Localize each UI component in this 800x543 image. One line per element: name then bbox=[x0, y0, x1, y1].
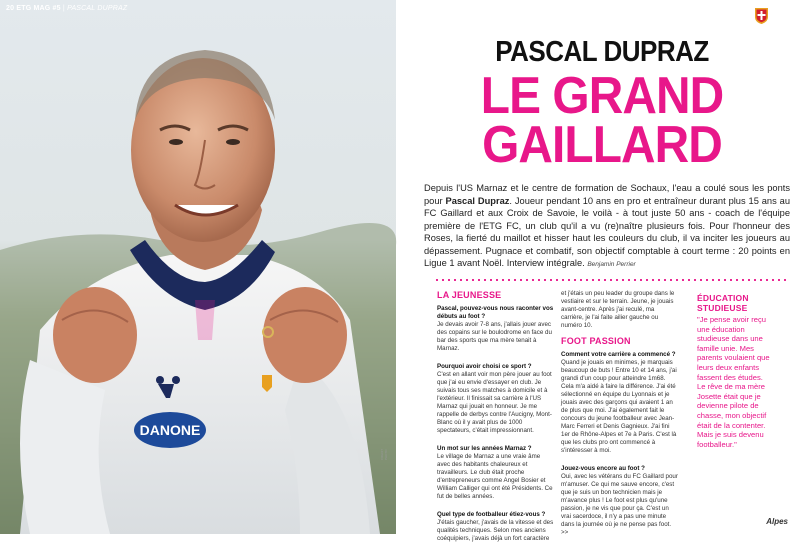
answer: Je devais avoir 7-8 ans, j'allais jouer avec des copains sur le boulodrome en face du bar des sports que ma mère tenait à Marnaz. bbox=[437, 321, 552, 352]
portrait-photo bbox=[0, 0, 396, 534]
answer: C'est en allant voir mon père jouer au foot que j'ai eu envie d'essayer en club. Je suivais tous ses matches à domicile et à l'extérieur. Il finissait sa carrière à l'US Marnaz qui jouait en honneur. Je me rappelle de derbys contre l'Aucigny, Mont-Blanc où il y avait plus de 1000 spectateurs, c'était impressionnant. bbox=[437, 371, 552, 434]
club-crest-icon bbox=[755, 8, 768, 24]
sidebar-title: ÉDUCATION STUDIEUSE bbox=[697, 293, 749, 313]
article-name: PASCAL DUPRAZ bbox=[495, 34, 709, 68]
question: Comment votre carrière a commencé ? bbox=[561, 351, 676, 358]
continue-arrow: >> bbox=[561, 529, 569, 536]
question: Un mot sur les années Marnaz ? bbox=[437, 445, 532, 452]
question: Pourquoi avoir choisi ce sport ? bbox=[437, 363, 532, 370]
headline-line-2: GAILLARD bbox=[482, 116, 722, 174]
dotted-divider bbox=[434, 278, 789, 282]
answer: Quand je jouais en minimes, je marquais beaucoup de buts ! Entre 10 et 14 ans, j'ai grandi d'un coup pour atteindre 1m68. Cela m'a aidé à faire la différence. J'ai été sélectionné en équipe du Lyonnais et je jouais avec des garçons qui avaient 1 an de plus que moi. J'ai également fait le concours du jeune footballeur avec Jean-Marc Ferreri et Denis Gagnieux. J'ai fini 1er de Rhône-Alpes et 7e à Paris. C'est là que les clubs pro ont commencé à s'intéresser à moi. bbox=[561, 359, 677, 454]
intro-paragraph: Depuis l'US Marnaz et le centre de formation de Sochaux, l'eau a coulé sous les ponts pour Pascal Dupraz. Joueur pendant 10 ans en pro et entraîneur durant plus 15 ans au FC Gaillard et aux Croix de Savoie, le voilà - à tout juste 50 ans - coach de l'équipe première de l'ETG FC, un club qu'il a vu (re)naître plusieurs fois. Pour l'honneur des Roses, la fierté du maillot et hisser haut les couleurs du club, il va inciter les joueurs au dépassement. Pugnace et combatif, son objectif comptable à court terme : 20 points en Ligue 1 avant Noël. Interview intégrale. Benjamin Perrier bbox=[424, 183, 790, 268]
column-2 bbox=[561, 290, 678, 537]
page-folio: 20 ETG MAG #5 | PASCAL DUPRAZ bbox=[6, 5, 128, 12]
right-page-article bbox=[404, 0, 800, 542]
question: Pascal, pouvez-vous nous raconter vos débuts au foot ? bbox=[437, 305, 554, 320]
answer: Le village de Marnaz a une vraie âme avec des habitants chaleureux et travailleurs. Le club était proche d'entrepreneurs comme Angel Bosier et William Calliger qui ont été Présidents. Ce fut de belles années. bbox=[437, 453, 553, 500]
column-1 bbox=[437, 290, 554, 543]
photo-credit: CREDIT PHOTO bbox=[380, 448, 388, 460]
answer: Oui, avec les vétérans du FC Gaillard pour m'amuser. Ce qui me sauve encore, c'est que je suis un bon technicien mais je m'avance plus ! Le foot est plus qu'une passion, je ne vis que pour ça. C'est un vrai sacerdoce, il n'y a pas une minute dans la journée où je ne pense pas foot. >> bbox=[561, 473, 678, 536]
sidebar-quote bbox=[697, 290, 773, 449]
question: Jouez-vous encore au foot ? bbox=[561, 465, 645, 472]
headline-line-1: LE GRAND bbox=[480, 67, 724, 125]
question: Quel type de footballeur étiez-vous ? bbox=[437, 511, 546, 518]
author-byline: Benjamin Perrier bbox=[587, 261, 636, 268]
sponsor-logo: DANONE bbox=[139, 422, 201, 438]
left-page-photo bbox=[0, 0, 396, 534]
answer: J'étais gaucher, j'avais de la vitesse et des qualités techniques. Selon mes anciens coéquipiers, j'avais déjà un fort caractère bbox=[437, 519, 554, 542]
section-heading-jeunesse: LA JEUNESSE bbox=[437, 290, 502, 300]
answer: et j'étais un peu leader du groupe dans le vestiaire et sur le terrain. Jeune, je jouais avant-centre. Après j'ai reculé, ma carrière, je l'ai faite ailier gauche ou numéro 10. bbox=[561, 290, 675, 329]
section-heading-foot-passion: FOOT PASSION bbox=[561, 336, 631, 346]
sidebar-text: "Je pense avoir reçu une éducation studieuse dans une famille unie. Mes parents voulaient que leurs deux enfants fassent des études. Le rêve de ma mère Josette était que je devienne pilote de chasse, mon objectif était de la contenter. Mais je suis devenu footballeur." bbox=[697, 315, 770, 449]
brand-signature: Alpes bbox=[766, 517, 788, 526]
